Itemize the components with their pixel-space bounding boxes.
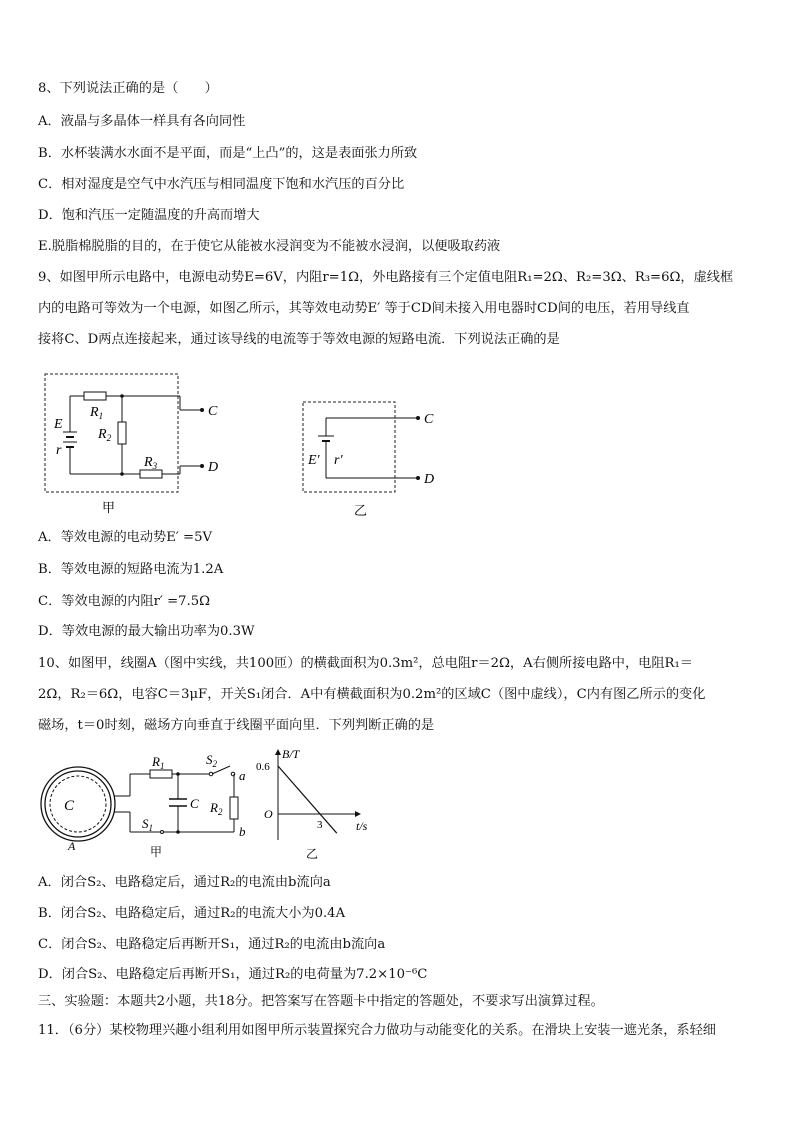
q9-yi-label-d: D	[424, 472, 435, 487]
q8-option-d: D．饱和汽压一定随温度的升高而增大	[38, 208, 260, 223]
q10-coil-a	[41, 767, 115, 841]
q8-option-a: A．液晶与多晶体一样具有各向同性	[38, 114, 246, 129]
q9-yi-label-c: C	[424, 412, 434, 427]
q10-stem-line-3: 磁场，t＝0时刻，磁场方向垂直于线圈平面向里．下列判断正确的是	[38, 718, 435, 733]
q9-stem-line-2: 内的电路可等效为一个电源，如图乙所示，其等效电动势E′ 等于CD间未接入用电器时CD间的电压，若用导线直	[38, 301, 690, 316]
q10-graph-x-tick: 3	[317, 819, 323, 831]
q9-r3-resistor	[140, 470, 162, 478]
q8-stem: 8、下列说法正确的是（ ）	[38, 81, 218, 96]
q10-graph-ylabel: B/T	[282, 747, 300, 761]
q9-stem-line-1: 9、如图甲所示电路中，电源电动势E=6V，内阻r=1Ω，外电路接有三个定值电阻R₁=2Ω、R₂=3Ω、R₃=6Ω，虚线框	[38, 270, 734, 285]
q10-coil-a-inner	[45, 771, 111, 837]
q9-caption-jia: 甲	[102, 500, 116, 515]
q9-label-r2: $R_2$	[98, 427, 112, 443]
q9-r1-resistor	[84, 392, 106, 400]
q8-option-e: E.脱脂棉脱脂的目的，在于使它从能被水浸润变为不能被水浸润，以便吸取药液	[38, 239, 501, 254]
q9-label-d: D	[208, 460, 219, 475]
q10-label-region-c: C	[64, 798, 75, 814]
q10-graph-xlabel: t/s	[356, 819, 368, 833]
q10-graph-series-line	[278, 766, 337, 833]
q9-label-r1: $R_1$	[90, 405, 104, 421]
q10-option-a: A．闭合S₂、电路稳定后，通过R₂的电流由b流向a	[38, 875, 331, 890]
q10-option-b: B．闭合S₂、电路稳定后，通过R₂的电流大小为0.4A	[38, 906, 346, 921]
q9-option-d: D．等效电源的最大输出功率为0.3W	[38, 624, 255, 639]
q9-option-c: C．等效电源的内阻r′ =7.5Ω	[38, 594, 211, 609]
q9-label-r3: $R_3$	[144, 455, 158, 471]
q9-yi-label-r: r′	[334, 453, 343, 468]
q10-option-c: C．闭合S₂、电路稳定后再断开S₁，通过R₂的电流由b流向a	[38, 937, 386, 952]
q10-option-d: D．闭合S₂、电路稳定后再断开S₁，通过R₂的电荷量为7.2×10⁻⁶C	[38, 967, 428, 982]
q10-stem-line-1: 10、如图甲，线圈A（图中实线，共100匝）的横截面积为0.3m²，总电阻r＝2Ω，A右侧所接电路中，电阻R₁＝	[38, 656, 693, 671]
q9-r2-resistor	[118, 422, 126, 444]
q9-option-a: A．等效电源的电动势E′ =5V	[38, 530, 212, 545]
q10-caption-jia: 甲	[150, 845, 163, 859]
q9-stem-line-3: 接将C、D两点连接起来，通过该导线的电流等于等效电源的短路电流．下列说法正确的是	[38, 332, 560, 347]
q9-label-e: E	[54, 417, 63, 432]
q10-r1-resistor	[150, 770, 172, 778]
q10-label-cap: C	[190, 796, 199, 811]
q10-figure-yi-graph	[256, 744, 386, 864]
q10-label-s2: $S_2$	[206, 752, 217, 769]
q10-region-c	[50, 776, 106, 832]
q10-label-a-terminal: a	[239, 768, 246, 783]
q10-label-r1: $R_1$	[152, 754, 165, 771]
q8-option-b: B．水杯装满水水面不是平面，而是“上凸”的，这是表面张力所致	[38, 146, 418, 161]
q9-figure-jia	[40, 370, 240, 518]
q10-label-r2: $R_2$	[210, 800, 223, 817]
q10-label-a-coil: A	[68, 839, 76, 853]
q10-label-b-terminal: b	[239, 824, 246, 839]
q10-graph-y-tick: 0.6	[256, 761, 270, 773]
q10-caption-yi: 乙	[306, 847, 319, 861]
q10-graph-origin: O	[264, 807, 273, 821]
q10-figure-jia	[36, 752, 258, 864]
q8-option-c: C．相对湿度是空气中水汽压与相同温度下饱和水汽压的百分比	[38, 177, 405, 192]
q10-label-s1: $S_1$	[142, 816, 153, 833]
section-3-heading: 三、实验题：本题共2小题，共18分。把答案写在答题卡中指定的答题处，不要求写出演算过程。	[38, 994, 604, 1009]
q9-yi-label-e: E′	[308, 453, 320, 468]
q11-stem-line-1: 11．（6分）某校物理兴趣小组利用如图甲所示装置探究合力做功与动能变化的关系。在滑块上安装一遮光条，系轻细	[38, 1023, 716, 1038]
q9-label-c: C	[208, 404, 218, 419]
q10-stem-line-2: 2Ω，R₂＝6Ω，电容C＝3μF，开关S₁闭合．A中有横截面积为0.2m²的区域C（图中虚线），C内有图乙所示的变化	[38, 687, 706, 702]
q9-figure-yi	[298, 398, 448, 520]
q9-label-r: r	[56, 443, 62, 458]
q9-caption-yi: 乙	[354, 503, 368, 518]
q10-r2-resistor	[230, 797, 238, 819]
q9-option-b: B．等效电源的短路电流为1.2A	[38, 562, 224, 577]
